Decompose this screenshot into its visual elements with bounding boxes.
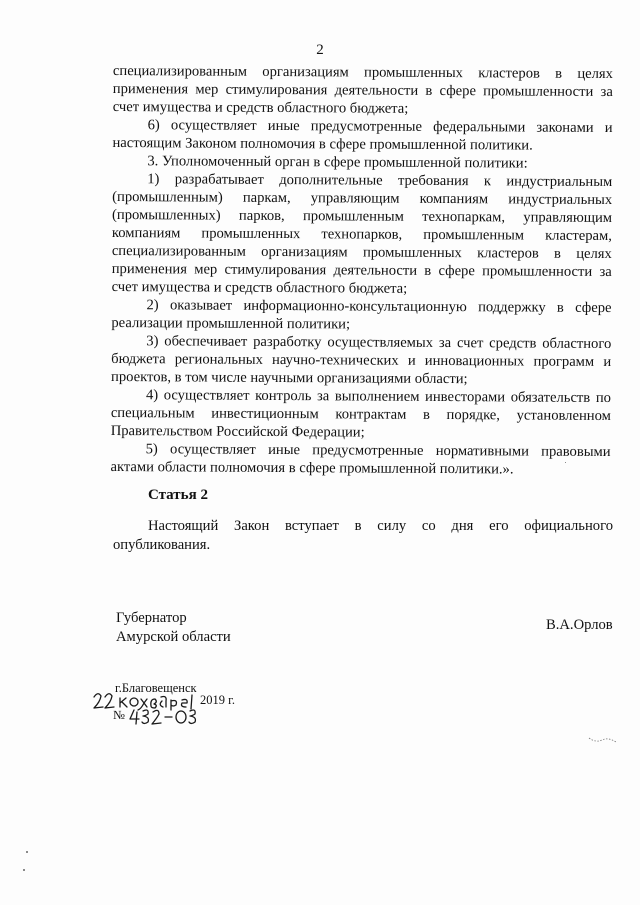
article-heading: Статья 2 [148,487,208,503]
handwritten-number-image [128,706,208,726]
scan-speck [26,851,28,853]
page-number: 2 [316,42,324,58]
scan-speck [565,462,566,463]
signer-name: В.А.Орлов [546,617,613,633]
law-body-text [110,62,613,479]
paragraph-continuation: специализированным организациям промышленных кластеров в целях применения мер стимулирования деятельности в сфере промышленности за счет имущества и средств областного бюджета; [112,62,613,117]
law-number-prefix: № [113,708,125,722]
paragraph-item-1: 1) разрабатывает дополнительные требования к индустриальным (промышленным) паркам, управляющим компаниям индустриальных (промышленных) парков, промышленным технопаркам, управляющим компаниям промышленных технопарков, промышленным кластерам, специализированным организациям промышленных кластеров в целях применения мер стимулирования деятельности в сфере промышленности за счет имущества и средств областного бюджета; [111,171,613,297]
paragraph-item-3: 3) обеспечивает разработку осуществляемых за счет средств областного бюджета региональных научно-технических и инновационных программ и проектов, в том числе научными организациями области; [111,333,612,388]
signing-city: г.Благовещенск [115,681,197,695]
signer-title [116,609,231,647]
paragraph-item-6: 6) осуществляет иные предусмотренные федеральными законами и настоящим Законом полномочия в сфере промышленной политики. [112,117,613,154]
signing-year: 2019 г. [200,693,235,707]
paragraph-section-3: 3. Уполномоченный орган в сфере промышленной политики: [147,153,528,172]
signer-title-line1: Губернатор [116,610,187,626]
signer-title-line2: Амурской области [116,629,231,645]
scan-artifact-mark [588,735,618,745]
paragraph-item-5: 5) осуществляет иные предусмотренные нормативными правовыми актами области полномочия в сфере промышленной политики.». [110,441,611,478]
paragraph-item-2: 2) оказывает информационно-консультационную поддержку в сфере реализации промышленной политики; [111,297,612,333]
article-text: Настоящий Закон вступает в силу со дня его официального опубликования. [113,518,613,553]
paragraph-item-4: 4) осуществляет контроль за выполнением инвесторами обязательств по специальным инвестиционным контрактам в порядке, установленном Правительством Российской Федерации; [110,387,612,441]
scan-speck [23,869,25,871]
